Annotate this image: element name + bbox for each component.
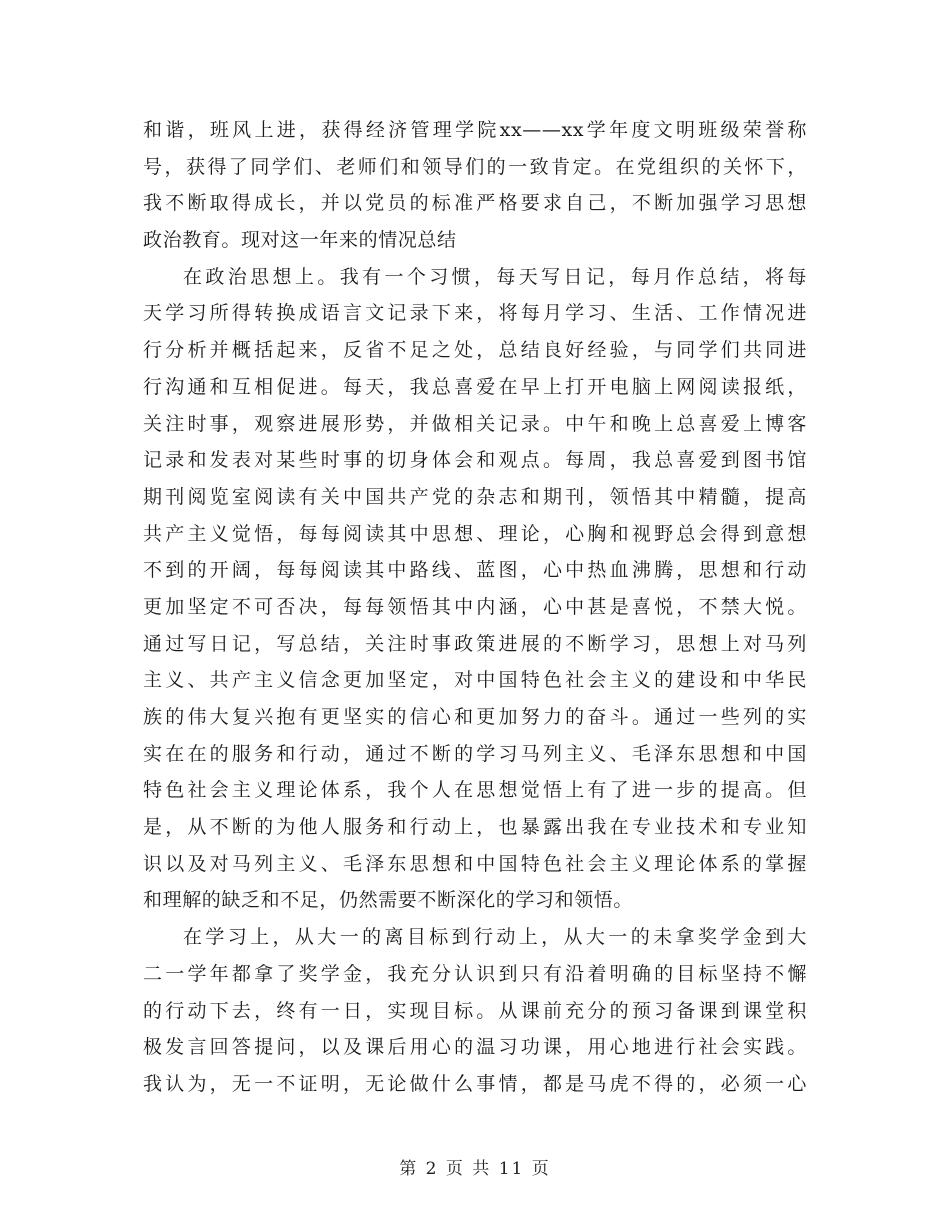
text-line: 实在在的服务和行动，通过不断的学习马列主义、毛泽东思想和中国	[143, 742, 807, 765]
text-line: 共产主义觉悟，每每阅读其中思想、理论，心胸和视野总会得到意想	[143, 522, 807, 545]
text-line: 关注时事，观察进展形势，并做相关记录。中午和晚上总喜爱上博客	[143, 412, 807, 435]
text-line: 在政治思想上。我有一个习惯，每天写日记，每月作总结，将每	[183, 265, 807, 288]
body-text	[143, 112, 807, 1103]
text-line: 识以及对马列主义、毛泽东思想和中国特色社会主义理论体系的掌握	[143, 852, 807, 875]
text-line: 极发言回答提问，以及课后用心的温习功课，用心地进行社会实践。	[143, 1036, 807, 1059]
text-line: 不到的开阔，每每阅读其中路线、蓝图，心中热血沸腾，思想和行动	[143, 559, 807, 582]
text-line: 我不断取得成长，并以党员的标准严格要求自己，不断加强学习思想	[143, 192, 807, 215]
text-line: 号，获得了同学们、老师们和领导们的一致肯定。在党组织的关怀下，	[143, 155, 807, 178]
text-line: 二一学年都拿了奖学金，我充分认识到只有沿着明确的目标坚持不懈	[143, 962, 807, 985]
text-line: 天学习所得转换成语言文记录下来，将每月学习、生活、工作情况进	[143, 302, 807, 325]
text-line: 是，从不断的为他人服务和行动上，也暴露出我在专业技术和专业知	[143, 816, 807, 839]
text-line: 特色社会主义理论体系，我个人在思想觉悟上有了进一步的提高。但	[143, 779, 807, 802]
page-number: 第 2 页 共 11 页	[399, 1159, 551, 1179]
text-line: 记录和发表对某些时事的切身体会和观点。每周，我总喜爱到图书馆	[143, 449, 807, 472]
text-line: 更加坚定不可否决，每每领悟其中内涵，心中甚是喜悦，不禁大悦。	[143, 595, 807, 618]
text-line: 和谐，班风上进，获得经济管理学院xx——xx学年度文明班级荣誉称	[143, 119, 807, 141]
text-line: 和理解的缺乏和不足，仍然需要不断深化的学习和领悟。	[143, 889, 634, 912]
text-line: 政治教育。现对这一年来的情况总结	[143, 229, 457, 252]
text-line: 的行动下去，终有一日，实现目标。从课前充分的预习备课到课堂积	[143, 999, 807, 1022]
text-line: 行分析并概括起来，反省不足之处，总结良好经验，与同学们共同进	[143, 339, 807, 362]
text-line: 期刊阅览室阅读有关中国共产党的杂志和期刊，领悟其中精髓，提高	[143, 485, 807, 508]
text-line: 通过写日记，写总结，关注时事政策进展的不断学习，思想上对马列	[143, 632, 807, 655]
text-line: 族的伟大复兴抱有更坚实的信心和更加努力的奋斗。通过一些列的实	[143, 706, 807, 728]
text-line: 在学习上，从大一的离目标到行动上，从大一的未拿奖学金到大	[183, 926, 807, 949]
text-line: 我认为，无一不证明，无论做什么事情，都是马虎不得的，必须一心	[143, 1072, 807, 1095]
text-line: 主义、共产主义信念更加坚定，对中国特色社会主义的建设和中华民	[143, 669, 807, 692]
text-line: 行沟通和互相促进。每天，我总喜爱在早上打开电脑上网阅读报纸，	[143, 375, 807, 398]
